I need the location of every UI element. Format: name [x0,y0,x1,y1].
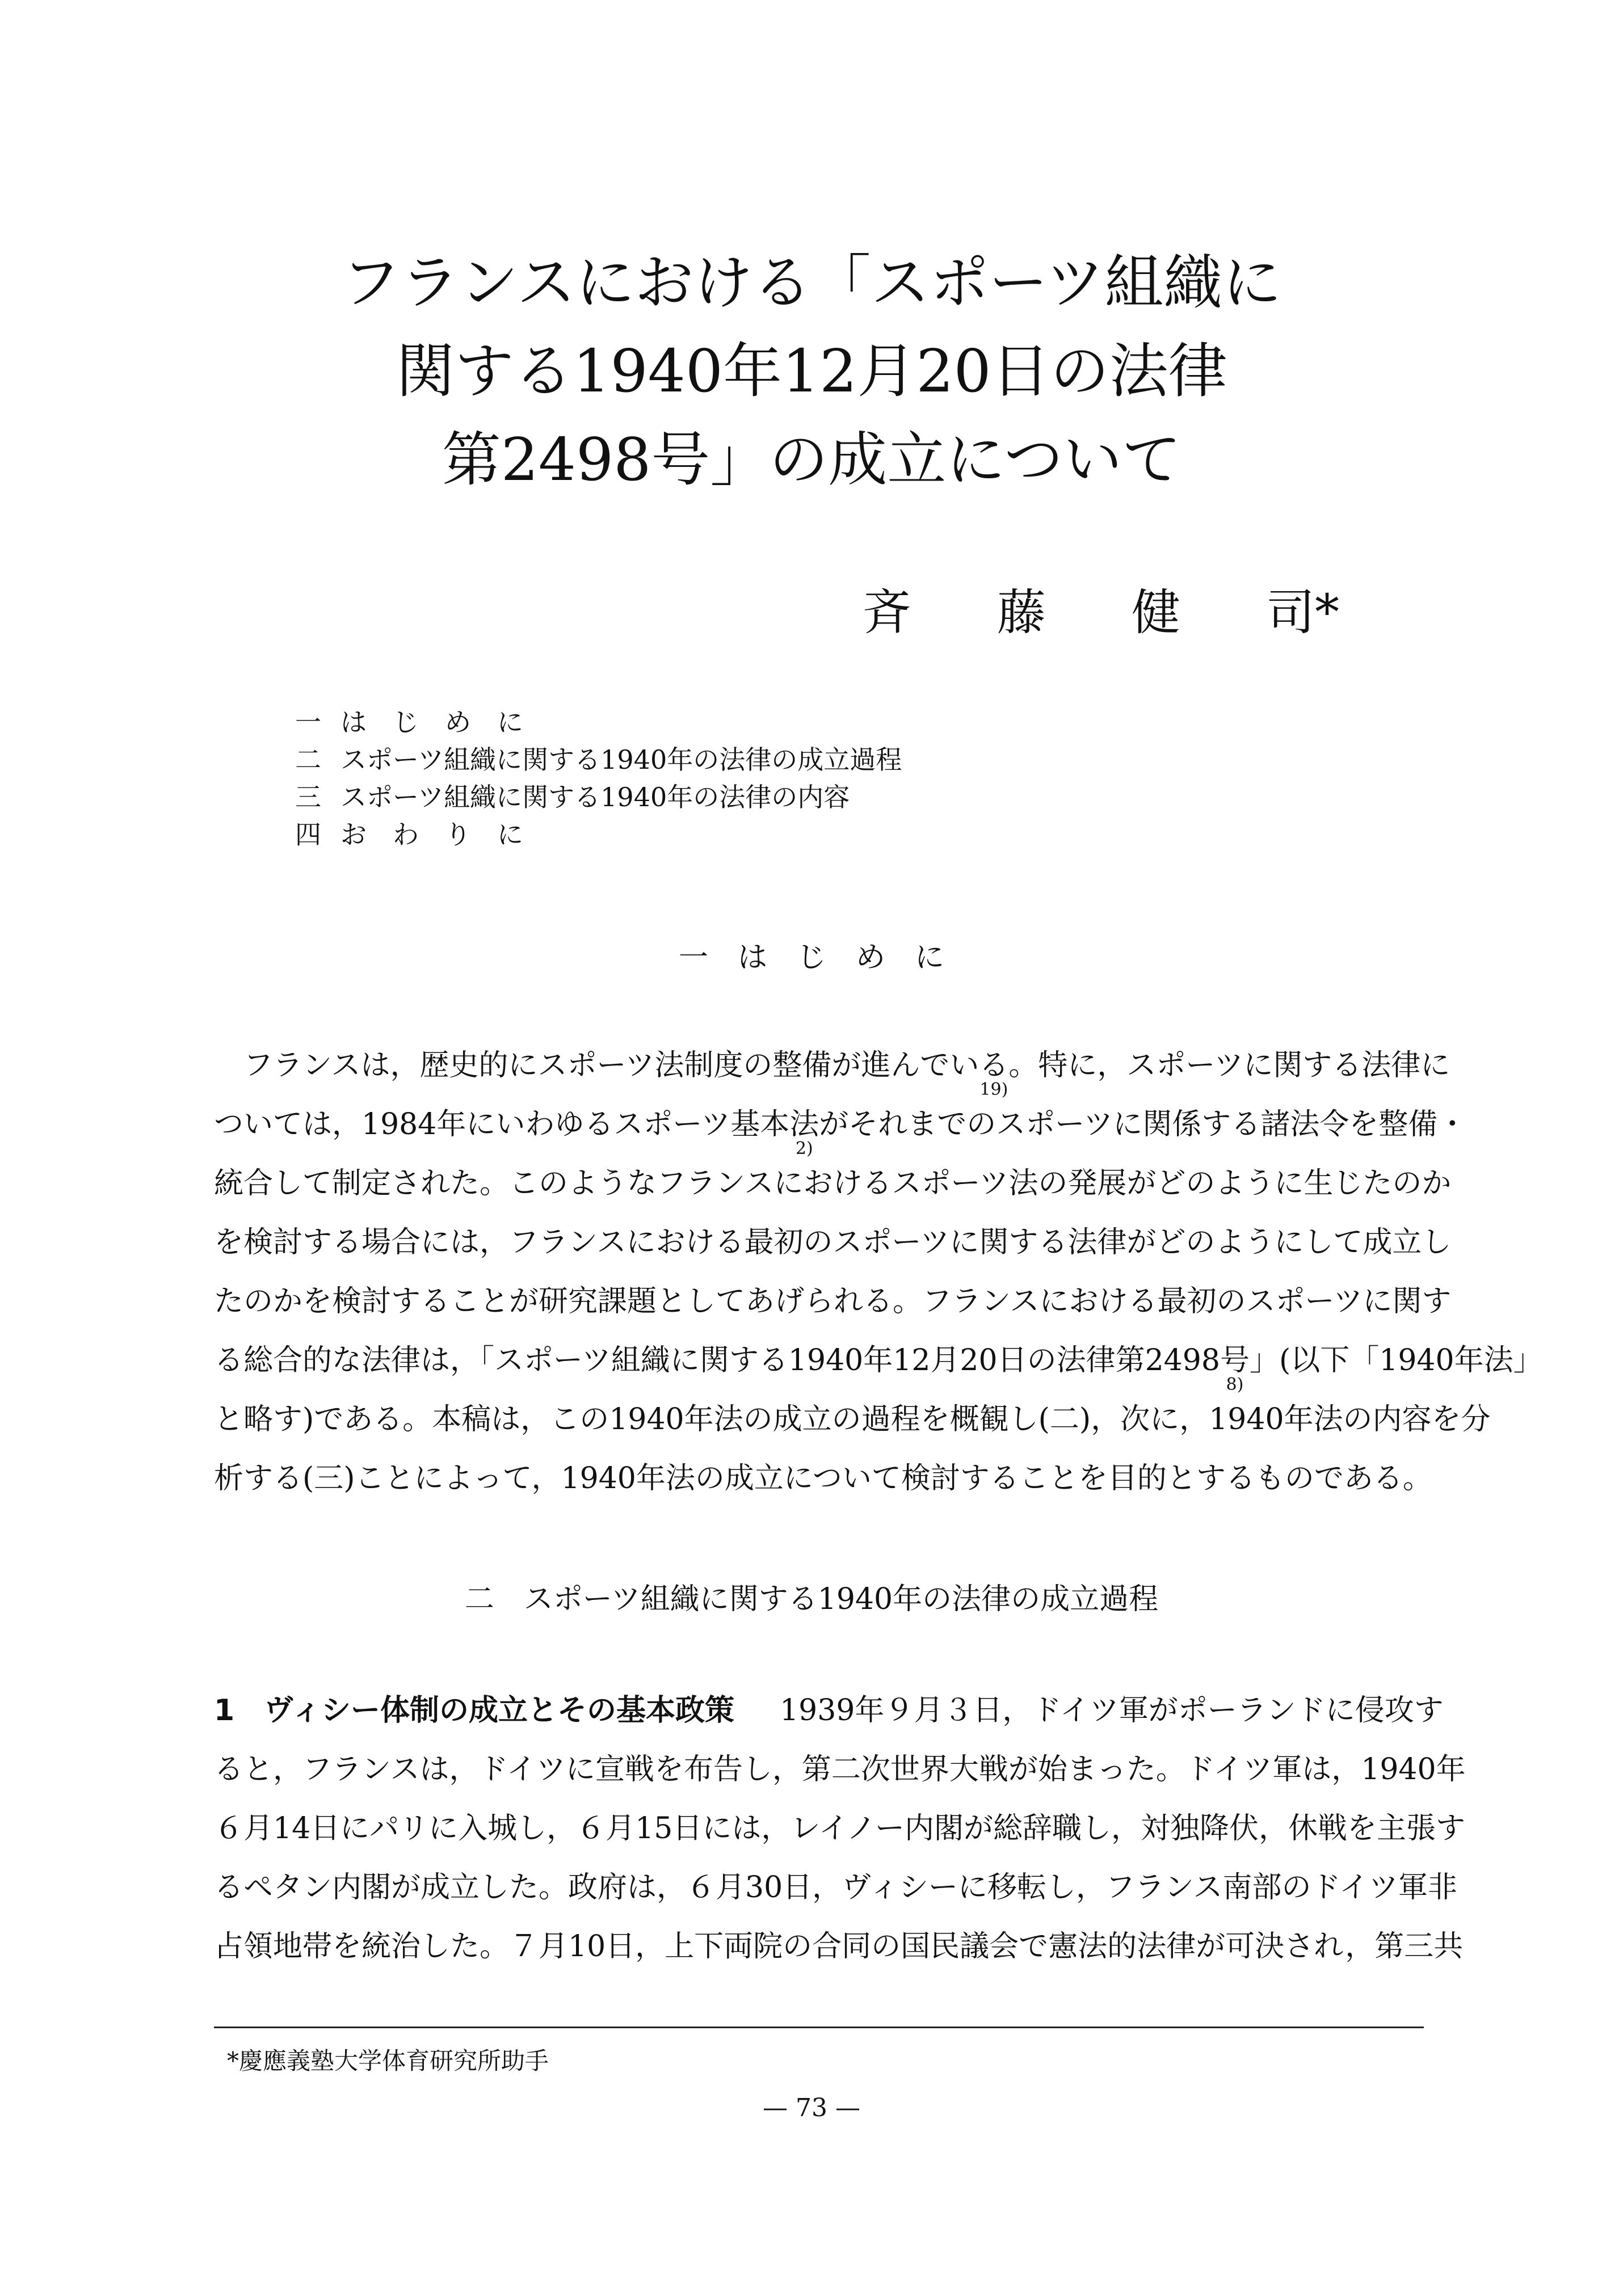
author-char: 藤 [997,584,1046,641]
text-line: るペタン内閣が成立した。政府は，６月30日，ヴィシーに移転し，フランス南部のドイツ軍非 [214,1870,1457,1905]
text-segment: 析する(三)ことによって，1940年法の成立について検討することを目的とするものである。 [214,1461,1432,1495]
section-heading-2: 二 スポーツ組織に関する1940年の法律の成立過程 [464,1582,1159,1616]
text-line: ると，フランスは，ドイツに宣戦を布告し，第二次世界大戦が始まった。ドイツ軍は，1940年 [214,1752,1466,1787]
toc-label: は じ め に [340,707,523,738]
text-line [214,1166,1452,1225]
page-number: — 73 — [763,2093,860,2122]
author-char: 司* [1266,584,1339,641]
footnote-anchor: 号 [1220,1343,1250,1377]
author-char: 健 [1132,584,1180,641]
text-line [214,1048,1450,1107]
text-segment: たのかを検討することが研究課題としてあげられる。フランスにおける最初のスポーツに関す [214,1284,1452,1318]
text-line [214,1693,1444,1752]
text-segment: ついては，1984年にいわゆるスポーツ基本 [214,1107,790,1141]
footnote-anchor: る [979,1048,1009,1082]
text-line: 占領地帯を統治した。７月10日，上下両院の合同の国民議会で憲法的法律が可決され，第三共 [214,1930,1464,1964]
toc-label: お わ り に [340,819,523,850]
text-segment: る総合的な法律は，「スポーツ組織に関する1940年12月20日の法律第2498 [214,1343,1220,1377]
text-line [214,1461,1432,1520]
toc-number: 三 [295,782,321,812]
toc-number: 四 [295,819,321,850]
author-char: 斉 [863,584,911,641]
text-segment: 」(以下「1940年法」 [1249,1343,1543,1377]
footnote-reference: 2) [795,1139,813,1158]
toc-item [295,778,902,816]
toc-number: 二 [295,744,321,775]
title-line: 関する1940年12月20日の法律 [396,336,1227,406]
toc-item [295,703,902,741]
footnote-reference: 19) [979,1080,1008,1099]
text-line [214,1225,1452,1284]
toc-label: スポーツ組織に関する1940年の法律の成立過程 [340,744,902,775]
footnote-anchor: 法 [789,1107,819,1141]
section-heading-1: 一 は じ め に [678,941,944,975]
text-segment: 1939年９月３日，ドイツ軍がポーランドに侵攻す [780,1693,1444,1728]
author-affiliation-footnote: *慶應義塾大学体育研究所助手 [227,2047,549,2075]
text-segment: 。特に，スポーツに関する法律に [1008,1048,1450,1082]
subsection-heading: 1 ヴィシー体制の成立とその基本政策 [214,1693,735,1728]
footnote-divider [214,2027,1424,2028]
text-line [214,1107,1468,1166]
footnote-reference: 8) [1226,1375,1244,1395]
table-of-contents [295,703,902,853]
title-line: フランスにおける「スポーツ組織に [341,248,1282,317]
title-line: 第2498号」の成立について [442,425,1181,494]
toc-item [295,816,902,853]
text-line [214,1343,1543,1402]
text-segment: を検討する場合には，フランスにおける最初のスポーツに関する法律がどのようにして成立し [214,1225,1452,1259]
text-line: ６月14日にパリに入城し，６月15日には，レイノー内閣が総辞職し，対独降伏，休戦を主張す [214,1811,1466,1846]
text-segment: と略す)である。本稿は，この1940年法の成立の過程を概観し(二)，次に，1940年法の内容を分 [214,1402,1491,1436]
toc-number: 一 [295,707,321,738]
text-segment: フランスは，歴史的にスポーツ法制度の整備が進んでい [243,1048,979,1082]
text-segment: 統合して制定された。このようなフランスにおけるスポーツ法の発展がどのように生じたのか [214,1166,1452,1200]
text-segment: がそれまでのスポーツに関係する諸法令を整備・ [819,1107,1468,1141]
section1-body [214,1048,1543,1520]
text-line [214,1402,1491,1461]
author-name [863,573,1339,643]
text-line [214,1284,1452,1343]
section2-body [214,1693,1466,1989]
toc-item [295,741,902,778]
article-title [0,238,1623,504]
toc-label: スポーツ組織に関する1940年の法律の内容 [340,782,850,812]
